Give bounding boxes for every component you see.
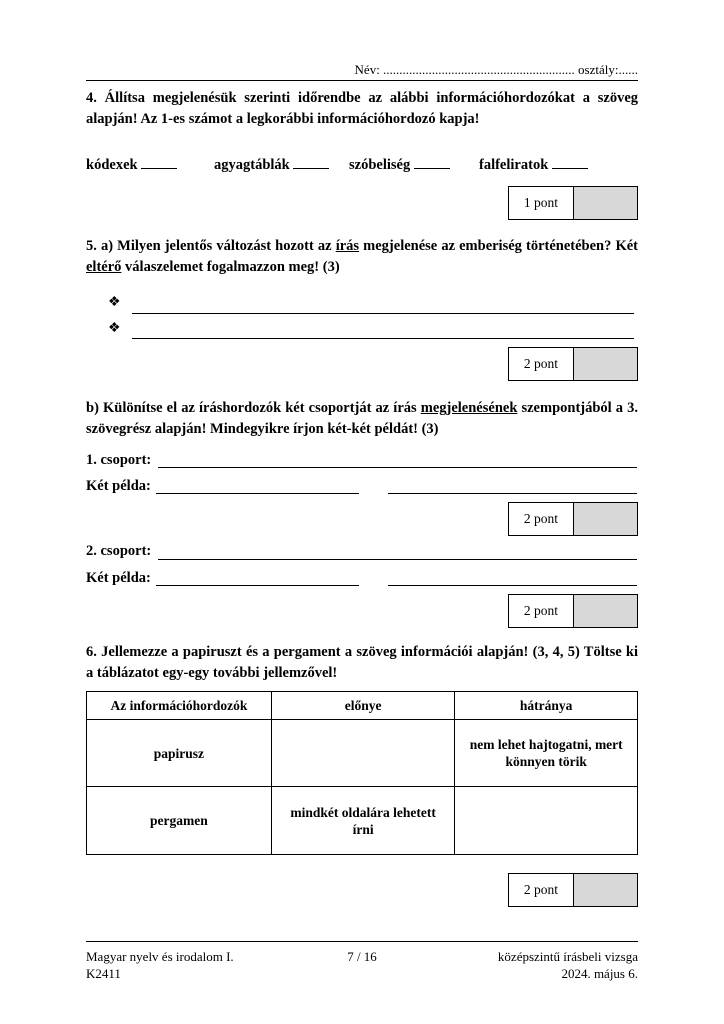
group-1-label: 1. csoport: <box>86 452 152 468</box>
group-2-example-label: Két példa: <box>86 570 151 586</box>
footer-rule <box>86 941 638 942</box>
q4-item-label: kódexek <box>86 157 138 173</box>
q4-item-kodexek <box>86 154 177 174</box>
score-entry[interactable] <box>574 595 637 627</box>
group-1-answer-line[interactable] <box>158 467 637 468</box>
footer-date: 2024. május 6. <box>561 966 638 981</box>
group-2-example-line-2[interactable] <box>388 585 637 586</box>
table-header-cell: hátránya <box>455 692 638 720</box>
header-rule <box>86 80 638 81</box>
q4-item-szobeliseg <box>349 154 450 174</box>
table-header-cell: előnye <box>271 692 455 720</box>
q5b-underlined-word: megjelenésének <box>420 400 518 416</box>
q5b-text-part: b) Különítse el az íráshordozók két csoportját az írás <box>86 400 421 416</box>
q5a-answer-line[interactable] <box>132 313 634 314</box>
q5a-underlined-word: eltérő <box>86 259 122 275</box>
q5a-score-box <box>508 347 638 381</box>
q4-blank[interactable] <box>552 154 588 169</box>
bullet-icon: ❖ <box>108 295 121 310</box>
q5a-text-part: válaszelemet fogalmazzon meg! (3) <box>121 259 340 275</box>
score-label: 2 pont <box>509 874 574 906</box>
q6-score-box <box>508 873 638 907</box>
q4-blank[interactable] <box>414 154 450 169</box>
score-label: 2 pont <box>509 348 574 380</box>
score-entry[interactable] <box>574 187 637 219</box>
group-2-example-line-1[interactable] <box>156 585 359 586</box>
characteristics-table <box>86 691 638 855</box>
table-cell: nem lehet hajtogatni, mert könnyen törik <box>455 720 638 787</box>
question-5b-text <box>86 398 638 440</box>
table-row <box>87 720 638 787</box>
footer-subject: Magyar nyelv és irodalom I. <box>86 949 234 964</box>
group-2-label: 2. csoport: <box>86 543 152 559</box>
table-cell-answer[interactable] <box>271 720 455 787</box>
group-2-answer-line[interactable] <box>158 559 637 560</box>
footer-exam-type: középszintű írásbeli vizsga <box>497 949 638 964</box>
q4-item-agyagtablak <box>214 154 329 174</box>
table-header-cell: Az információhordozók <box>87 692 272 720</box>
q5a-underlined-word: írás <box>335 238 360 254</box>
bullet-icon: ❖ <box>108 321 121 336</box>
table-cell-papirusz: papirusz <box>87 720 272 787</box>
footer-code: K2411 <box>86 966 121 981</box>
question-4-text: 4. Állítsa megjelenésük szerinti időrendbe az alábbi információhordozókat a szöveg alapján! Az 1-es számot a legkorábbi információhordozó kapja! <box>86 90 638 127</box>
table-row <box>87 787 638 855</box>
score-label: 2 pont <box>509 595 574 627</box>
q4-blank[interactable] <box>141 154 177 169</box>
name-class-field: Név: ........................................................... osztály:...... <box>354 62 638 77</box>
question-6-text: 6. Jellemezze a papiruszt és a pergament a szöveg információi alapján! (3, 4, 5) Töltse ki a táblázatot egy-egy további jellemzővel! <box>86 644 638 681</box>
q4-item-falfeliratok <box>479 154 588 174</box>
q4-item-label: falfeliratok <box>479 157 549 173</box>
q5a-text-part: 5. a) Milyen jelentős változást hozott az <box>86 238 336 254</box>
page-number: 7 / 16 <box>347 949 377 964</box>
group-1-example-line-1[interactable] <box>156 493 359 494</box>
table-cell-answer[interactable] <box>455 787 638 855</box>
table-header-row <box>87 692 638 720</box>
score-entry[interactable] <box>574 348 637 380</box>
score-entry[interactable] <box>574 503 637 535</box>
q4-score-box <box>508 186 638 220</box>
group-1-example-line-2[interactable] <box>388 493 637 494</box>
q4-item-label: agyagtáblák <box>214 157 290 173</box>
table-cell: mindkét oldalára lehetett írni <box>271 787 455 855</box>
q5b-text-part: szempontjából a 3. szövegrész alapján! Mindegyikre írjon két-két példát! (3) <box>86 400 638 437</box>
question-5a-text <box>86 236 638 278</box>
q5a-answer-line[interactable] <box>132 338 634 339</box>
score-label: 1 pont <box>509 187 574 219</box>
q5b-group1-score-box <box>508 502 638 536</box>
q5a-text-part: megjelenése az emberiség történetében? Két <box>359 238 638 254</box>
q4-blank[interactable] <box>293 154 329 169</box>
q5b-group2-score-box <box>508 594 638 628</box>
table-cell-pergamen: pergamen <box>87 787 272 855</box>
score-entry[interactable] <box>574 874 637 906</box>
group-1-example-label: Két példa: <box>86 478 151 494</box>
q4-item-label: szóbeliség <box>349 157 411 173</box>
score-label: 2 pont <box>509 503 574 535</box>
